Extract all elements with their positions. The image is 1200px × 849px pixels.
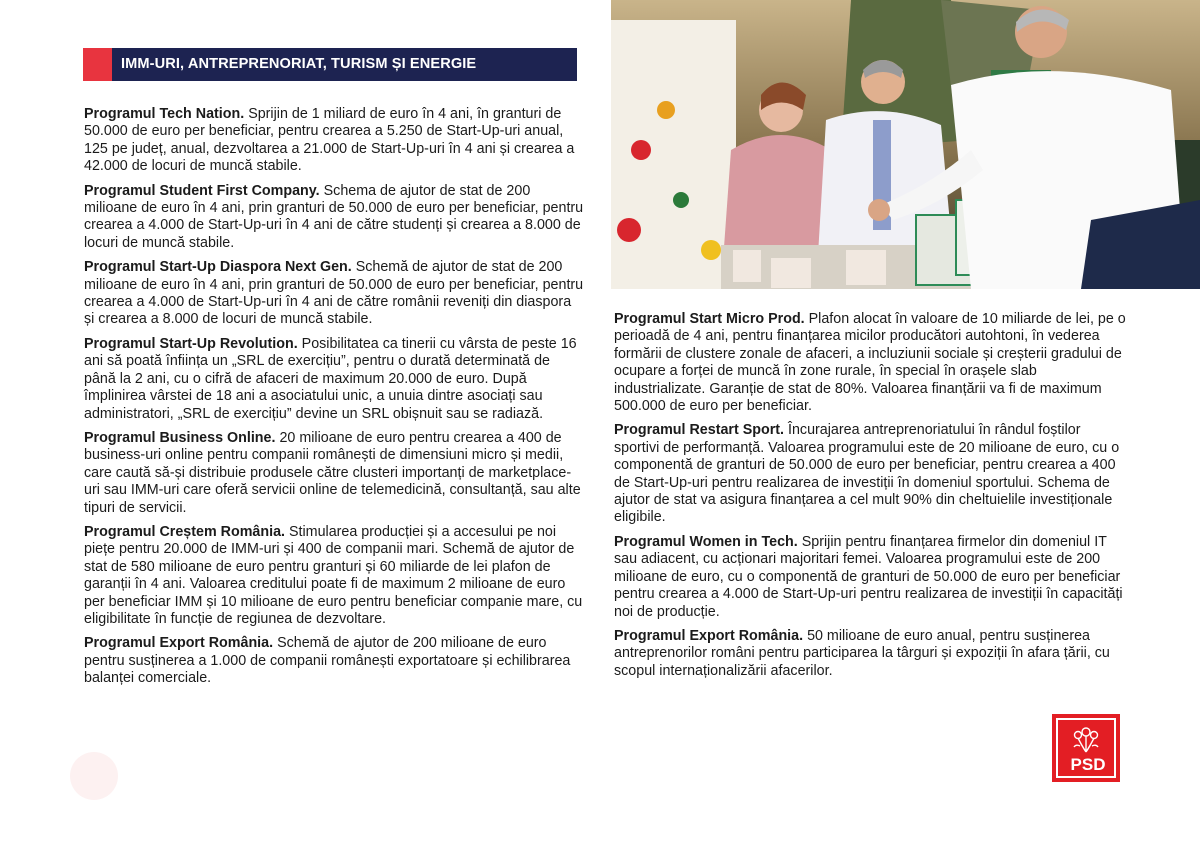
program-text: Plafon alocat în valoare de 10 miliarde de lei, pe o perioadă de 4 ani, pentru finanțarea micilor producători autohtoni, în vederea formării de clustere zonale de afaceri, a incluziunii sociale și creșterii gradului de ocupare a forței de muncă în zone rurale, în special în orașele slab industrializate. Garanție de stat de 80%. Valoarea finanțării va fi de maximum 500.000 de euro per beneficiar. — [614, 311, 1126, 415]
program-paragraph — [84, 183, 584, 253]
program-text: Schemă de ajutor de stat de 200 milioane de euro în 4 ani, prin granturi de 50.000 de euro per beneficiar, pentru crearea a 4.000 de Start-Up-uri în 4 ani de către românii reveniți din diaspora și crearea a 8.000 de locuri de muncă stabile. — [84, 259, 584, 328]
event-photo-illustration — [611, 0, 1200, 289]
program-paragraph — [84, 106, 584, 176]
logo-text: PSD — [1070, 755, 1106, 774]
program-name: Programul Women in Tech. — [614, 533, 798, 550]
program-name: Programul Start-Up Diaspora Next Gen. — [84, 259, 352, 276]
program-text: Stimularea producției și a accesului pe noi piețe pentru 20.000 de IMM-uri și 400 de companii mari. Schemă de ajutor de stat de 580 milioane de euro pentru granturi și 60 miliarde de lei plafon de garanții în 4 ani. Valoarea creditului poate fi de maximum 2 milioane de euro per beneficiar IMM și 10 milioane de euro pentru beneficiar companie mare, cu eligibilitate în funcție de regiunea de dezvoltare. — [84, 523, 583, 627]
program-paragraph — [614, 534, 1126, 621]
header-accent — [83, 48, 112, 81]
program-name: Programul Restart Sport. — [614, 422, 785, 439]
program-name: Programul Business Online. — [84, 429, 276, 446]
right-column — [614, 311, 1126, 687]
logo-frame — [1056, 718, 1116, 778]
page-marker — [70, 752, 118, 800]
program-name: Programul Student First Company. — [84, 182, 320, 199]
section-title: IMM-URI, ANTREPRENORIAT, TURISM ȘI ENERGIE — [121, 56, 477, 72]
program-paragraph — [84, 336, 584, 423]
program-name: Programul Export România. — [84, 635, 274, 652]
program-paragraph — [614, 628, 1126, 680]
psd-logo — [1052, 714, 1120, 782]
left-column — [84, 106, 584, 695]
program-paragraph — [84, 430, 584, 517]
program-paragraph — [84, 524, 584, 628]
program-name: Programul Start Micro Prod. — [614, 311, 805, 327]
program-paragraph — [614, 422, 1126, 526]
program-name: Programul Export România. — [614, 627, 804, 644]
program-text: Încurajarea antreprenoriatului în rândul foștilor sportivi de performanță. Valoarea programului este de 20 milioane de euro, cu o componentă de granturi de 50.000 de euro per beneficiar, pentru crearea a 400 de Start-Up-uri pentru realizarea de investiții în domeniul sportului. Schema de ajutor de stat va asigura finanțarea a cel mult 90% din cheltuielile investiționale eligibile. — [614, 422, 1120, 526]
program-paragraph — [84, 259, 584, 329]
section-header — [83, 48, 577, 81]
program-text: 20 milioane de euro pentru crearea a 400 de business-uri online pentru companii românești de dimensiuni micro și medii, care caută să-și distribuie produsele către clusteri importanți de marketplace-uri sau IMM-uri care oferă servicii online de telemedicină, consultanță, sau alte tipuri de servicii. — [84, 429, 581, 516]
program-name: Programul Tech Nation. — [84, 106, 245, 122]
program-name: Programul Start-Up Revolution. — [84, 335, 298, 352]
program-text: Sprijin pentru finanțarea firmelor din domeniul IT sau adiacent, cu acționari majoritari femei. Valoarea programului este de 200 milioane de euro, cu o componentă de granturi de 50.000 de euro per beneficiar pentru crearea a 4.000 de Start-Up-uri pentru realizarea de investiții în capacități noi de producție. — [614, 533, 1123, 620]
program-text: Schemă de ajutor de 200 milioane de euro pentru susținerea a 1.000 de companii românești exportatoare și echilibrarea balanței comerciale. — [84, 635, 571, 687]
event-photo — [611, 0, 1200, 289]
program-text: 50 milioane de euro anual, pentru susținerea antreprenorilor români pentru participarea la târguri și expoziții în afara țării, cu scopul internaționalizării afacerilor. — [614, 627, 1110, 679]
rose-icon — [1058, 722, 1114, 756]
program-paragraph — [614, 311, 1126, 415]
program-name: Programul Creștem România. — [84, 523, 286, 540]
program-text: Sprijin de 1 miliard de euro în 4 ani, în granturi de 50.000 de euro per beneficiar, pentru crearea a 5.250 de Start-Up-uri anual, 125 pe județ, anual, dezvoltarea a 21.000 de Start-Up-uri în 4 ani și crearea a 42.000 de locuri de muncă stabile. — [84, 106, 575, 175]
program-text: Posibilitatea ca tinerii cu vârsta de peste 16 ani să poată înființa un „SRL de exercițiu”, pentru o durată determinată de până la 2 ani, cu o cifră de afaceri de maximum 20.000 de euro. După împlinirea vârstei de 18 ani a asociatului unic, a unuia dintre asociați sau administratori, „SRL de exercițiu” devine un SRL obișnuit sau se radiază. — [84, 335, 577, 422]
program-text: Schema de ajutor de stat de 200 milioane de euro în 4 ani, prin granturi de 50.000 de euro per beneficiar, pentru crearea a 4.000 de Start-Up-uri în 4 ani de către studenți și crearea a 8.000 de locuri de muncă stabile. — [84, 182, 584, 251]
program-paragraph — [84, 635, 584, 687]
